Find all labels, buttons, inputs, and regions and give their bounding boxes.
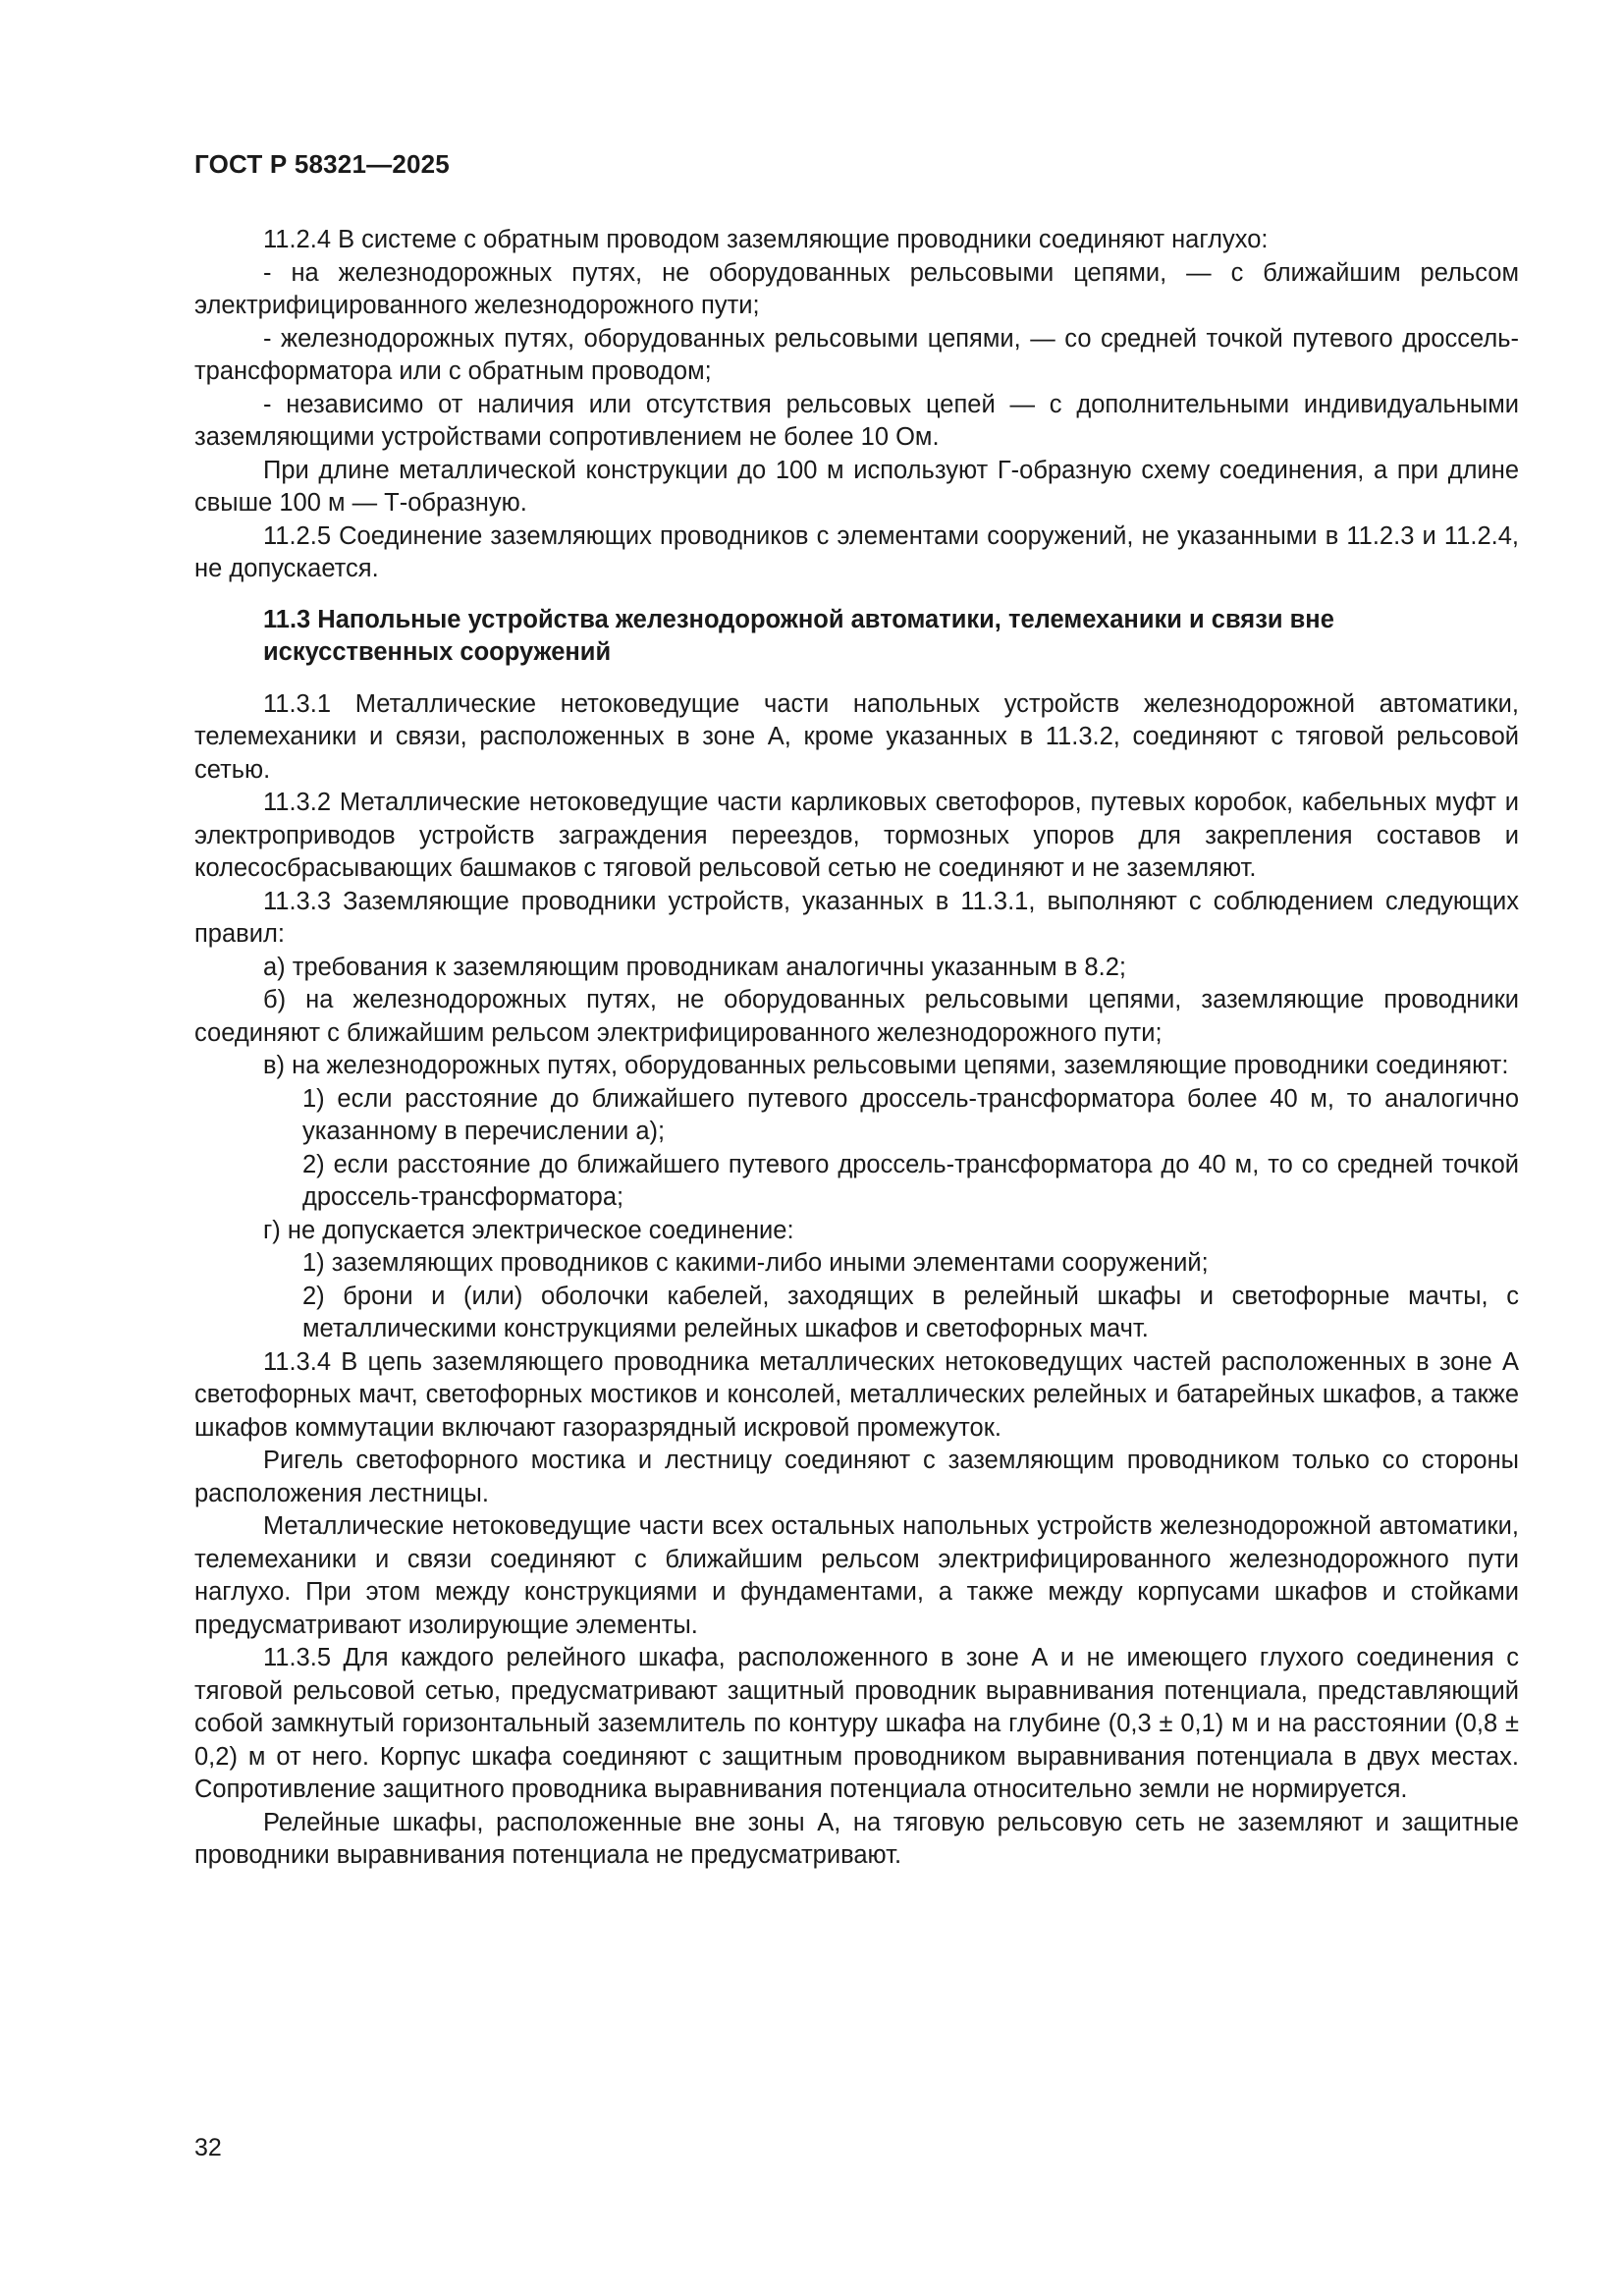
paragraph-11-3-1: 11.3.1 Металлические нетоковедущие части напольных устройств железнодорожной автоматики, телемеханики и связи, расположенных в зоне А, кроме указанных в 11.3.2, соединяют с тяговой рельсовой сетью. [194, 689, 1519, 784]
list-item: - независимо от наличия или отсутствия рельсовых цепей — с дополнительными индивидуальными заземляющими устройствами сопротивлением не более 10 Ом. [194, 390, 1519, 451]
list-item: - железнодорожных путях, оборудованных рельсовыми цепями, — со средней точкой путевого дроссель-трансформатора или с обратным проводом; [194, 324, 1519, 385]
paragraph-11-3-2: 11.3.2 Металлические нетоковедущие части карликовых светофоров, путевых коробок, кабельных муфт и электроприводов устройств заграждения переездов, тормозных упоров для закрепления составов и колесосбрасывающих башмаков с тяговой рельсовой сетью не соединяют и не заземляют. [194, 789, 1519, 882]
paragraph-11-3-5: 11.3.5 Для каждого релейного шкафа, расположенного в зоне А и не имеющего глухого соединения с тяговой рельсовой сетью, предусматривают защитный проводник выравнивания потенциала, представляющий собой замкнутый горизонтальный заземлитель по контуру шкафа на глубине (0,3 ± 0,1) м и на расстоянии (0,8 ± 0,2) м от него. Корпус шкафа соединяют с защитным проводником выравнивания потенциала в двух местах. Сопротивление защитного проводника выравнивания потенциала относительно земли не нормируется. [194, 1644, 1519, 1803]
list-item-a: а) требования к заземляющим проводникам аналогичны указанным в 8.2; [263, 953, 1126, 981]
sub-item-1: 1) если расстояние до ближайшего путевого дроссель-трансформатора более 40 м, то аналогично указанному в перечислении а); [302, 1084, 1519, 1145]
page-number: 32 [194, 2134, 222, 2161]
section-heading-11-3: 11.3 Напольные устройства железнодорожной автоматики, телемеханики и связи вне искусственных сооружений [263, 605, 1334, 666]
paragraph: При длине металлической конструкции до 100 м используют Г-образную схему соединения, а при длине свыше 100 м — Т-образную. [194, 456, 1519, 517]
list-item: - на железнодорожных путях, не оборудованных рельсовыми цепями, — с ближайшим рельсом электрифицированного железнодорожного пути; [194, 258, 1519, 319]
sub-item-1: 1) заземляющих проводников с какими-либо иными элементами сооружений; [302, 1249, 1209, 1277]
paragraph-11-3-3: 11.3.3 Заземляющие проводники устройств, указанных в 11.3.1, выполняют с соблюдением следующих правил: [194, 887, 1519, 948]
paragraph-11-3-4: 11.3.4 В цепь заземляющего проводника металлических нетоковедущих частей расположенных в зоне А светофорных мачт, светофорных мостиков и консолей, металлических релейных и батарейных шкафов, а также шкафов коммутации включают газоразрядный искровой промежуток. [194, 1347, 1519, 1442]
paragraph-11-2-4: 11.2.4 В системе с обратным проводом заземляющие проводники соединяют наглухо: [263, 226, 1269, 253]
list-item-b: б) на железнодорожных путях, не оборудованных рельсовыми цепями, заземляющие проводники соединяют с ближайшим рельсом электрифицированного железнодорожного пути; [194, 986, 1519, 1047]
document-header: ГОСТ Р 58321—2025 [194, 149, 450, 179]
document-body [194, 224, 1519, 1873]
paragraph: Металлические нетоковедущие части всех остальных напольных устройств железнодорожной автоматики, телемеханики и связи соединяют с ближайшим рельсом электрифицированного железнодорожного пути наглухо. При этом между конструкциями и фундаментами, а также между корпусами шкафов и стойками предусматривают изолирующие элементы. [194, 1512, 1519, 1639]
list-item-v: в) на железнодорожных путях, оборудованных рельсовыми цепями, заземляющие проводники соединяют: [263, 1052, 1509, 1079]
sub-item-2: 2) брони и (или) оболочки кабелей, заходящих в релейный шкафы и светофорные мачты, с металлическими конструкциями релейных шкафов и светофорных мачт. [302, 1282, 1519, 1342]
paragraph: Релейные шкафы, расположенные вне зоны А, на тяговую рельсовую сеть не заземляют и защитные проводники выравнивания потенциала не предусматривают. [194, 1808, 1519, 1869]
list-item-g: г) не допускается электрическое соединение: [263, 1216, 794, 1244]
paragraph-11-2-5: 11.2.5 Соединение заземляющих проводников с элементами сооружений, не указанными в 11.2.3 и 11.2.4, не допускается. [194, 521, 1519, 582]
sub-item-2: 2) если расстояние до ближайшего путевого дроссель-трансформатора до 40 м, то со средней точкой дроссель-трансформатора; [302, 1150, 1519, 1211]
paragraph: Ригель светофорного мостика и лестницу соединяют с заземляющим проводником только со стороны расположения лестницы. [194, 1447, 1519, 1507]
